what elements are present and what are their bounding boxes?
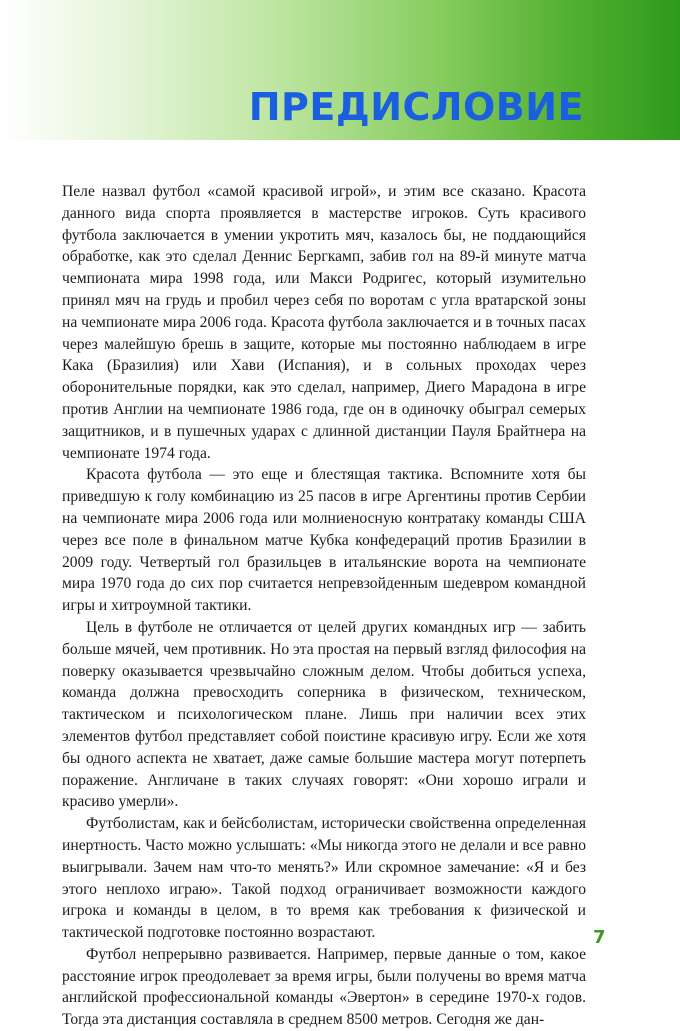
body-text [62, 181, 586, 1031]
page-title: ПРЕДИСЛОВИЕ [248, 85, 584, 129]
paragraph: Цель в футболе не отличается от целей других командных игр — забить больше мячей, чем противник. Но эта простая на первый взгляд философия на поверку оказывается чрезвычайно сложным делом. Чтобы добиться успеха, команда должна превосходить соперника в физическом, техническом, тактическом и психологическом плане. Лишь при наличии всех этих элементов футбол представляет собой поистине красивую игру. Если же хотя бы одного аспекта не хватает, даже самые большие мастера могут потерпеть поражение. Англичане в таких случаях говорят: «Они хорошо играли и красиво умерли». [62, 618, 586, 811]
paragraph: Пеле назвал футбол «самой красивой игрой», и этим все сказано. Красота данного вида спорта проявляется в мастерстве игроков. Суть красивого футбола заключается в умении укротить мяч, казалось бы, не поддающийся обработке, как это сделал Деннис Бергкамп, забив гол на 89-й минуте матча чемпионата мира 1998 года, или Макси Родригес, который изумительно принял мяч на грудь и пробил через себя по воротам с угла вратарской зоны на чемпионате мира 2006 года. Красота футбола заключается и в точных пасах через малейшую брешь в защите, которые мы постоянно наблюдаем в игре Кака (Бразилия) или Хави (Испания), и в сольных проходах через оборонительные порядки, как это сделал, например, Диего Марадона в игре против Англии на чемпионате 1986 года, где он в одиночку обыграл семерых защитников, и в пушечных ударах с длинной дистанции Пауля Брайтнера на чемпионате 1974 года. [62, 183, 586, 462]
paragraph: Красота футбола — это еще и блестящая тактика. Вспомните хотя бы приведшую к голу комбинацию из 25 пасов в игре Аргентины против Сербии на чемпионате мира 2006 года или молниеносную контратаку команды США через все поле в финальном матче Кубка конфедераций против Бразилии в 2009 году. Четвертый гол бразильцев в итальянские ворота на чемпионате мира 1970 года до сих пор считается непревзойденным шедевром командной игры и хитроумной тактики. [62, 466, 586, 615]
paragraph: Футболистам, как и бейсболистам, исторически свойственна определенная инертность. Часто можно услышать: «Мы никогда этого не делали и все равно выигрывали. Зачем нам что-то менять?» Или скромное замечание: «Я и без этого неплохо играю». Такой подход ограничивает возможности каждого игрока и команды в целом, в то время как требования к физической и тактической подготовке постоянно возрастают. [62, 815, 586, 942]
paragraph: Футбол непрерывно развивается. Например, первые данные о том, какое расстояние игрок преодолевает за время игры, были получены во время матча английской профессиональной команды «Эвертон» в середине 1970-х годов. Тогда эта дистанция составляла в среднем 8500 метров. Сегодня же дан- [62, 945, 586, 1029]
page-number: 7 [593, 927, 606, 948]
